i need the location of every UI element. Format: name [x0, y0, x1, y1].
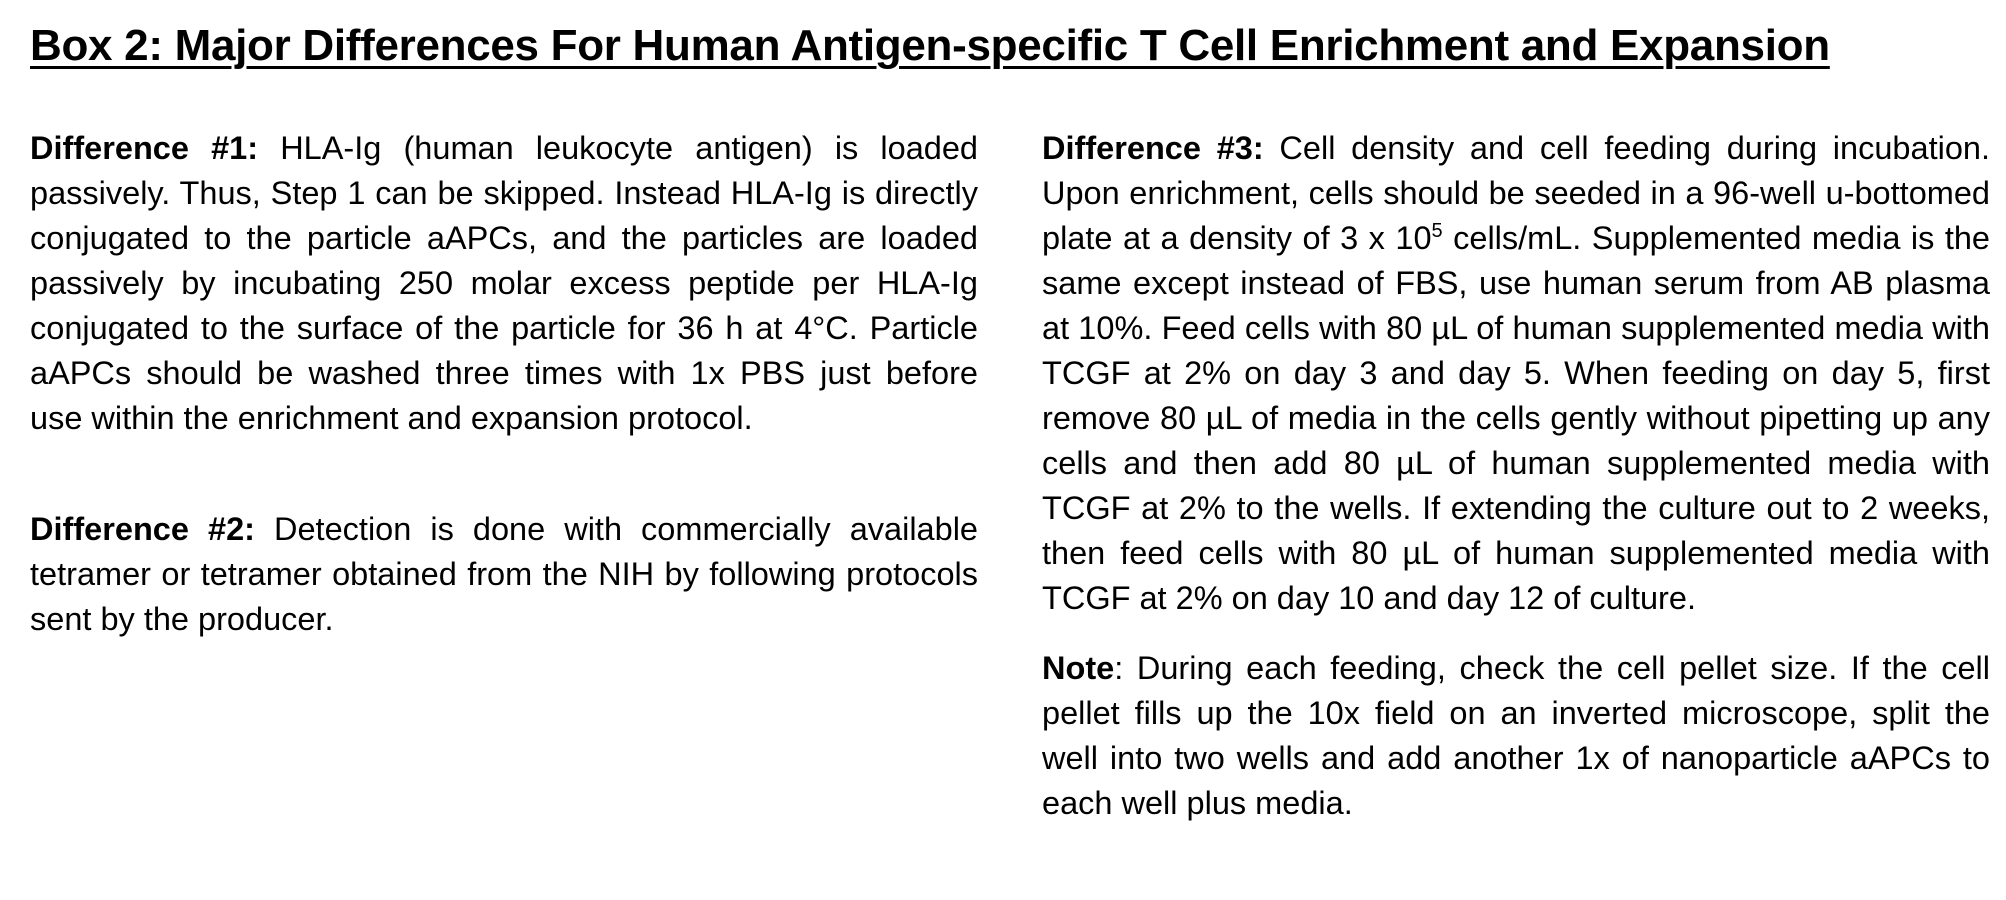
page-title: Box 2: Major Differences For Human Antigen-specific T Cell Enrichment and Expansion	[30, 21, 1830, 70]
difference-1-label: Difference #1:	[30, 130, 259, 166]
difference-2-label: Difference #2:	[30, 511, 255, 547]
difference-3-exponent: 5	[1431, 220, 1443, 243]
difference-3-text-after: cells/mL. Supplemented media is the same except instead of FBS, use human serum from AB plasma at 10%. Feed cells with 80 µL of human supplemented media with TCGF at 2% on day 3 and day 5. When feeding on day 5, first remove 80 µL of media in the cells gently without pipetting up any cells and then add 80 µL of human supplemented media with TCGF at 2% to the wells. If extending the culture out to 2 weeks, then feed cells with 80 µL of human supplemented media with TCGF at 2% on day 10 and day 12 of culture.	[1042, 220, 1990, 616]
difference-3-text-before: Cell density and cell feeding during incubation. Upon enrichment, cells should be seeded in a 96-well u-bottomed plate at a density of 3 x 10	[1042, 130, 1991, 256]
difference-1-paragraph	[30, 126, 978, 441]
difference-2-text: Detection is done with commercially available tetramer or tetramer obtained from the NIH by following protocols sent by the producer.	[30, 511, 978, 637]
difference-2-paragraph	[30, 507, 978, 642]
note-label: Note	[1042, 650, 1115, 686]
right-column	[1042, 126, 1990, 826]
note-paragraph	[1042, 646, 1990, 826]
note-text: : During each feeding, check the cell pellet size. If the cell pellet fills up the 10x field on an inverted microscope, split the well into two wells and add another 1x of nanoparticle aAPCs to each well plus media.	[1042, 650, 1990, 821]
difference-3-label: Difference #3:	[1042, 130, 1264, 166]
left-column	[30, 126, 978, 642]
difference-1-text: HLA-Ig (human leukocyte antigen) is loaded passively. Thus, Step 1 can be skipped. Instead HLA-Ig is directly conjugated to the particle aAPCs, and the particles are loaded passively by incubating 250 molar excess peptide per HLA-Ig conjugated to the surface of the particle for 36 h at 4°C. Particle aAPCs should be washed three times with 1x PBS just before use within the enrichment and expansion protocol.	[30, 130, 979, 436]
difference-3-paragraph	[1042, 126, 1990, 621]
